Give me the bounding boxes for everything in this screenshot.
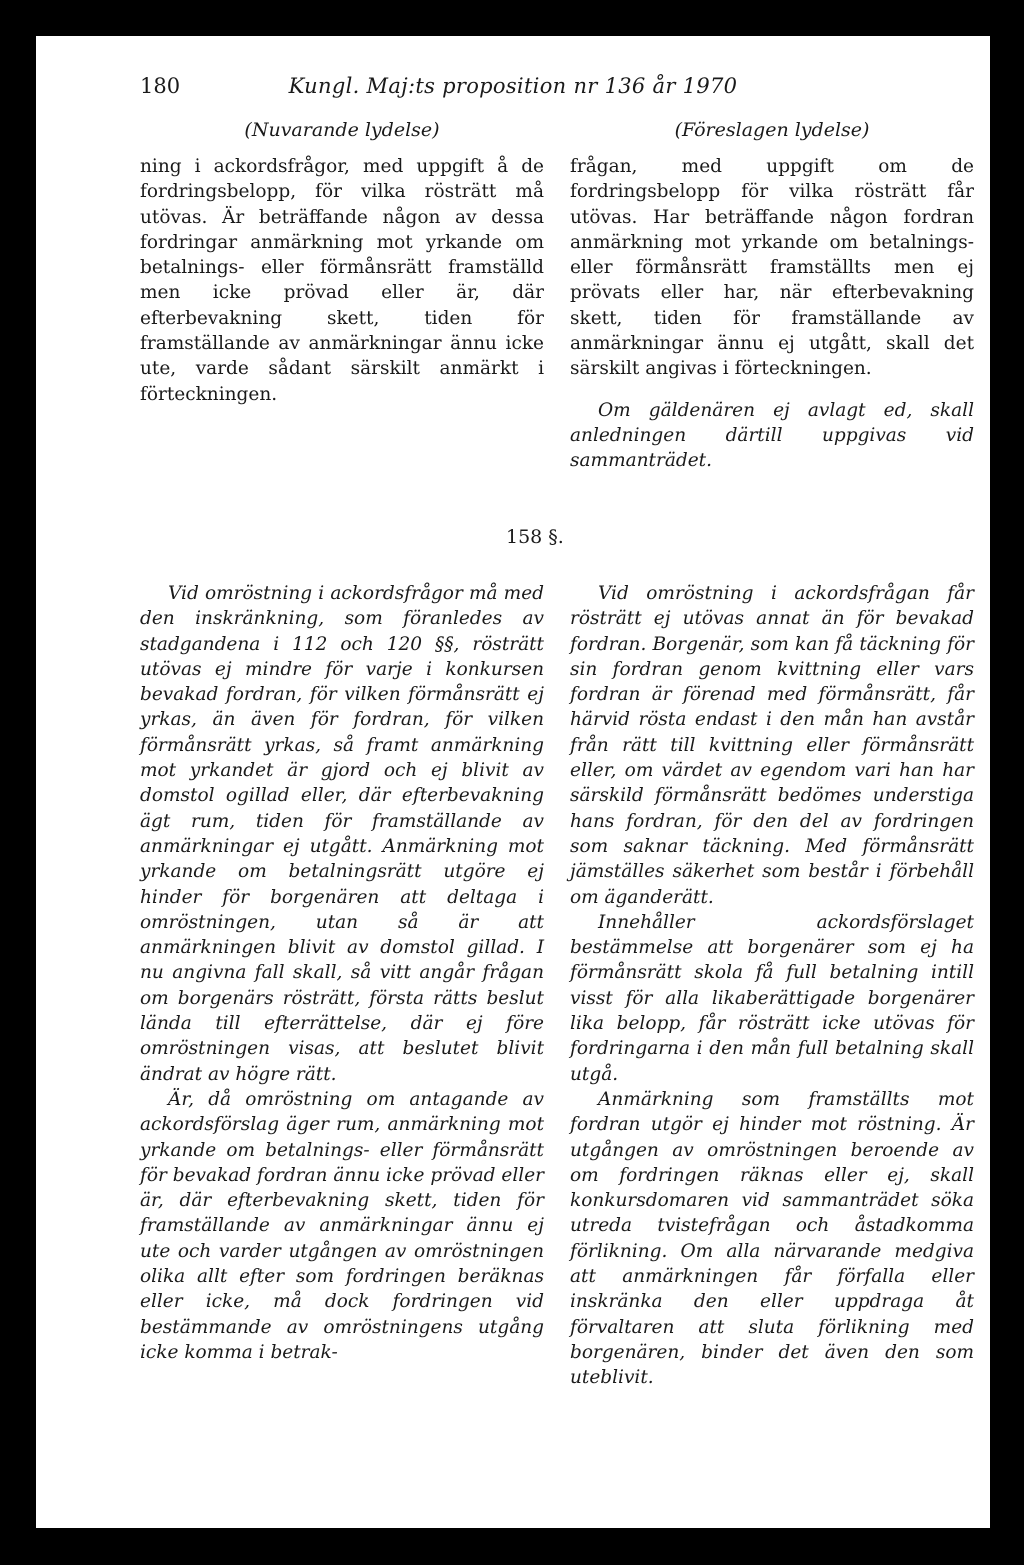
document-page	[36, 36, 990, 1528]
left-column-heading: (Nuvarande lydelse)	[244, 119, 440, 141]
right-column-lower	[570, 581, 974, 1391]
page-number: 180	[140, 74, 181, 98]
section-number: 158 §.	[506, 526, 564, 548]
right-paragraph-4: Innehåller ackordsförslaget bestämmelse att borgenärer som ej ha förmånsrätt skola få full betalning intill visst för alla likaberättigade borgenärer lika belopp, får rösträtt icke utövas för fordringarna i den mån full betalning skall utgå.	[570, 911, 974, 1085]
left-paragraph-1: ning i ackordsfrågor, med uppgift å de fordringsbelopp, för vilka rösträtt må utövas. Är beträffande någon av dessa fordringar anmärkning mot yrkande om betalnings- eller förmånsrätt framställd men icke prövad eller är, där efterbevakning skett, tiden för framställande av anmärkningar ännu icke ute, varde sådant särskilt anmärkt i förteckningen.	[140, 156, 544, 405]
publication-title: Kungl. Maj:ts proposition nr 136 år 1970	[288, 74, 738, 98]
right-column-heading: (Föreslagen lydelse)	[674, 119, 870, 141]
left-paragraph-2: Vid omröstning i ackordsfrågor må med den inskränkning, som föranledes av stadgandena i 112 och 120 §§, rösträtt utövas ej mindre för varje i konkursen bevakad fordran, för vilken förmånsrätt ej yrkas, än även för fordran, för vilken förmånsrätt yrkas, så framt anmärkning mot yrkandet är gjord och ej blivit av domstol ogillad eller, där efterbevakning ägt rum, tiden för framställande av anmärkningar ej utgått. Anmärkning mot yrkande om betalningsrätt utgöre ej hinder för borgenären att deltaga i omröstningen, utan så är att anmärkningen blivit av domstol gillad. I nu angivna fall skall, så vitt angår frågan om borgenärs rösträtt, första rätts beslut lända till efterrättelse, där ej före omröstningen visas, att beslutet blivit ändrat av högre rätt.	[140, 583, 544, 1085]
left-column-upper	[140, 154, 544, 407]
right-paragraph-2: Om gäldenären ej avlagt ed, skall anledningen därtill uppgivas vid sammanträdet.	[570, 399, 974, 472]
right-paragraph-1: frågan, med uppgift om de fordringsbelopp för vilka rösträtt får utövas. Har beträffande någon fordran anmärkning mot yrkande om betalnings- eller förmånsrätt framställts men ej prövats eller har, när efterbevakning skett, tiden för framställande av anmärkningar ännu ej utgått, skall det särskilt angivas i förteckningen.	[570, 156, 974, 380]
left-column-lower	[140, 581, 544, 1365]
right-column-upper	[570, 154, 974, 474]
right-paragraph-3: Vid omröstning i ackordsfrågan får rösträtt ej utövas annat än för bevakad fordran. Borgenär, som kan få täckning för sin fordran genom kvittning eller vars fordran är förenad med förmånsrätt, får härvid rösta endast i den mån han avstår från rätt till kvittning eller förmånsrätt eller, om värdet av egendom vari han har särskild förmånsrätt bedömes understiga hans fordran, för den del av fordringen som saknar täckning. Med förmånsrätt jämställes säkerhet som består i förbehåll om äganderätt.	[570, 583, 974, 908]
left-paragraph-3: Är, då omröstning om antagande av ackordsförslag äger rum, anmärkning mot yrkande om betalnings- eller förmånsrätt för bevakad fordran ännu icke prövad eller är, där efterbevakning skett, tiden för framställande av anmärkningar ännu ej ute och varder utgången av omröstningen olika allt efter som fordringen beräknas eller icke, må dock fordringen vid bestämmande av omröstningens utgång icke komma i betrak-	[140, 1088, 544, 1363]
page-header	[36, 74, 990, 104]
right-paragraph-5: Anmärkning som framställts mot fordran utgör ej hinder mot röstning. Är utgången av omröstningen beroende av om fordringen räknas eller ej, skall konkursdomaren vid sammanträdet söka utreda tvistefrågan och åstadkomma förlikning. Om alla närvarande medgiva att anmärkningen får förfalla eller inskränka den eller uppdraga åt förvaltaren att sluta förlikning med borgenären, binder det även den som uteblivit.	[570, 1088, 974, 1389]
